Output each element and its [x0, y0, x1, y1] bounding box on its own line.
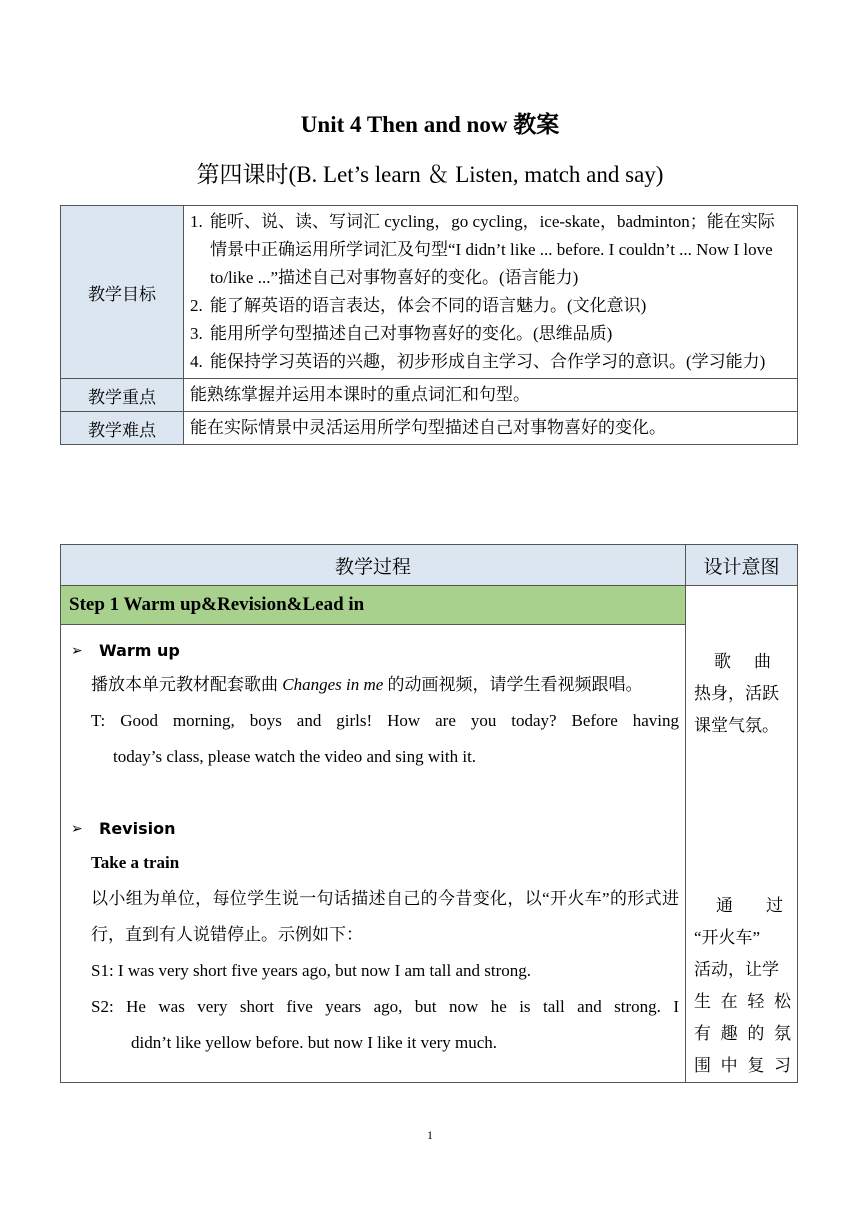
- step1-title: Step 1 Warm up&Revision&Lead in: [61, 586, 686, 625]
- goal-item: [190, 208, 791, 292]
- teacher-line: T: Good morning, boys and girls! How are you today? Before having today’s class, please watch the video and sing with it.: [91, 711, 679, 767]
- goal-item: [190, 292, 791, 320]
- goal-number: 3.: [190, 324, 203, 343]
- goal-number: 1.: [190, 212, 203, 231]
- key-points-text: 能熟练掌握并运用本课时的重点词汇和句型。: [184, 379, 798, 412]
- page-title: Unit 4 Then and now 教案: [300, 112, 560, 137]
- goal-number: 2.: [190, 296, 203, 315]
- page-number: 1: [427, 1128, 433, 1142]
- step1-content: [61, 625, 686, 1083]
- goal-item: [190, 348, 791, 376]
- warmup-heading: ➢ Warm up: [71, 635, 679, 667]
- design-notes: [686, 586, 798, 1083]
- activity-title: Take a train: [91, 853, 180, 873]
- goal-item: [190, 320, 791, 348]
- design-header: 设计意图: [686, 545, 798, 586]
- arrow-bullet-icon: ➢: [71, 821, 83, 838]
- goal-text: 能保持学习英语的兴趣，初步形成自主学习、合作学习的意识。(学习能力): [210, 352, 766, 371]
- goals-cell: [184, 206, 798, 379]
- revision-description: 以小组为单位，每位学生说一句话描述自己的今昔变化，以“开火车”的形式进行，直到有人说错停止。示例如下：: [91, 889, 679, 945]
- page-subtitle: 第四课时(B. Let’s learn ＆ Listen, match and say): [196, 162, 664, 187]
- student-2-line: S2: He was very short five years ago, but now he is tall and strong. I didn’t like yellow before. but now I like it very much.: [91, 997, 679, 1053]
- objectives-table: [60, 205, 798, 445]
- design-note-1: 歌 曲 热身，活跃 课堂气氛。: [694, 652, 779, 735]
- goal-number: 4.: [190, 352, 203, 371]
- process-table: [60, 544, 798, 1083]
- revision-heading: ➢ Revision: [71, 813, 679, 845]
- process-header: 教学过程: [61, 545, 686, 586]
- song-title: Changes in me: [282, 675, 384, 695]
- goal-text: 能用所学句型描述自己对事物喜好的变化。(思维品质): [210, 324, 613, 343]
- goal-text: 能了解英语的语言表达，体会不同的语言魅力。(文化意识): [210, 296, 647, 315]
- goals-label: 教学目标: [61, 206, 184, 379]
- difficult-points-label: 教学难点: [61, 412, 184, 445]
- design-note-2: 通 过 “开火车” 活动，让学 生在轻松 有趣的氛 围中复习: [694, 896, 791, 1075]
- warmup-description: 播放本单元教材配套歌曲 Changes in me 的动画视频，请学生看视频跟唱。: [91, 675, 643, 695]
- difficult-points-text: 能在实际情景中灵活运用所学句型描述自己对事物喜好的变化。: [184, 412, 798, 445]
- student-1-line: S1: I was very short five years ago, but now I am tall and strong.: [91, 961, 532, 981]
- arrow-bullet-icon: ➢: [71, 643, 83, 660]
- key-points-label: 教学重点: [61, 379, 184, 412]
- goal-text: 能听、说、读、写词汇 cycling，go cycling，ice-skate，badminton；能在实际情景中正确运用所学词汇及句型“I didn’t like ... before. I couldn’t ... Now I love to/like ...”描述自己对事物喜好的变化。(语言能力): [210, 212, 775, 287]
